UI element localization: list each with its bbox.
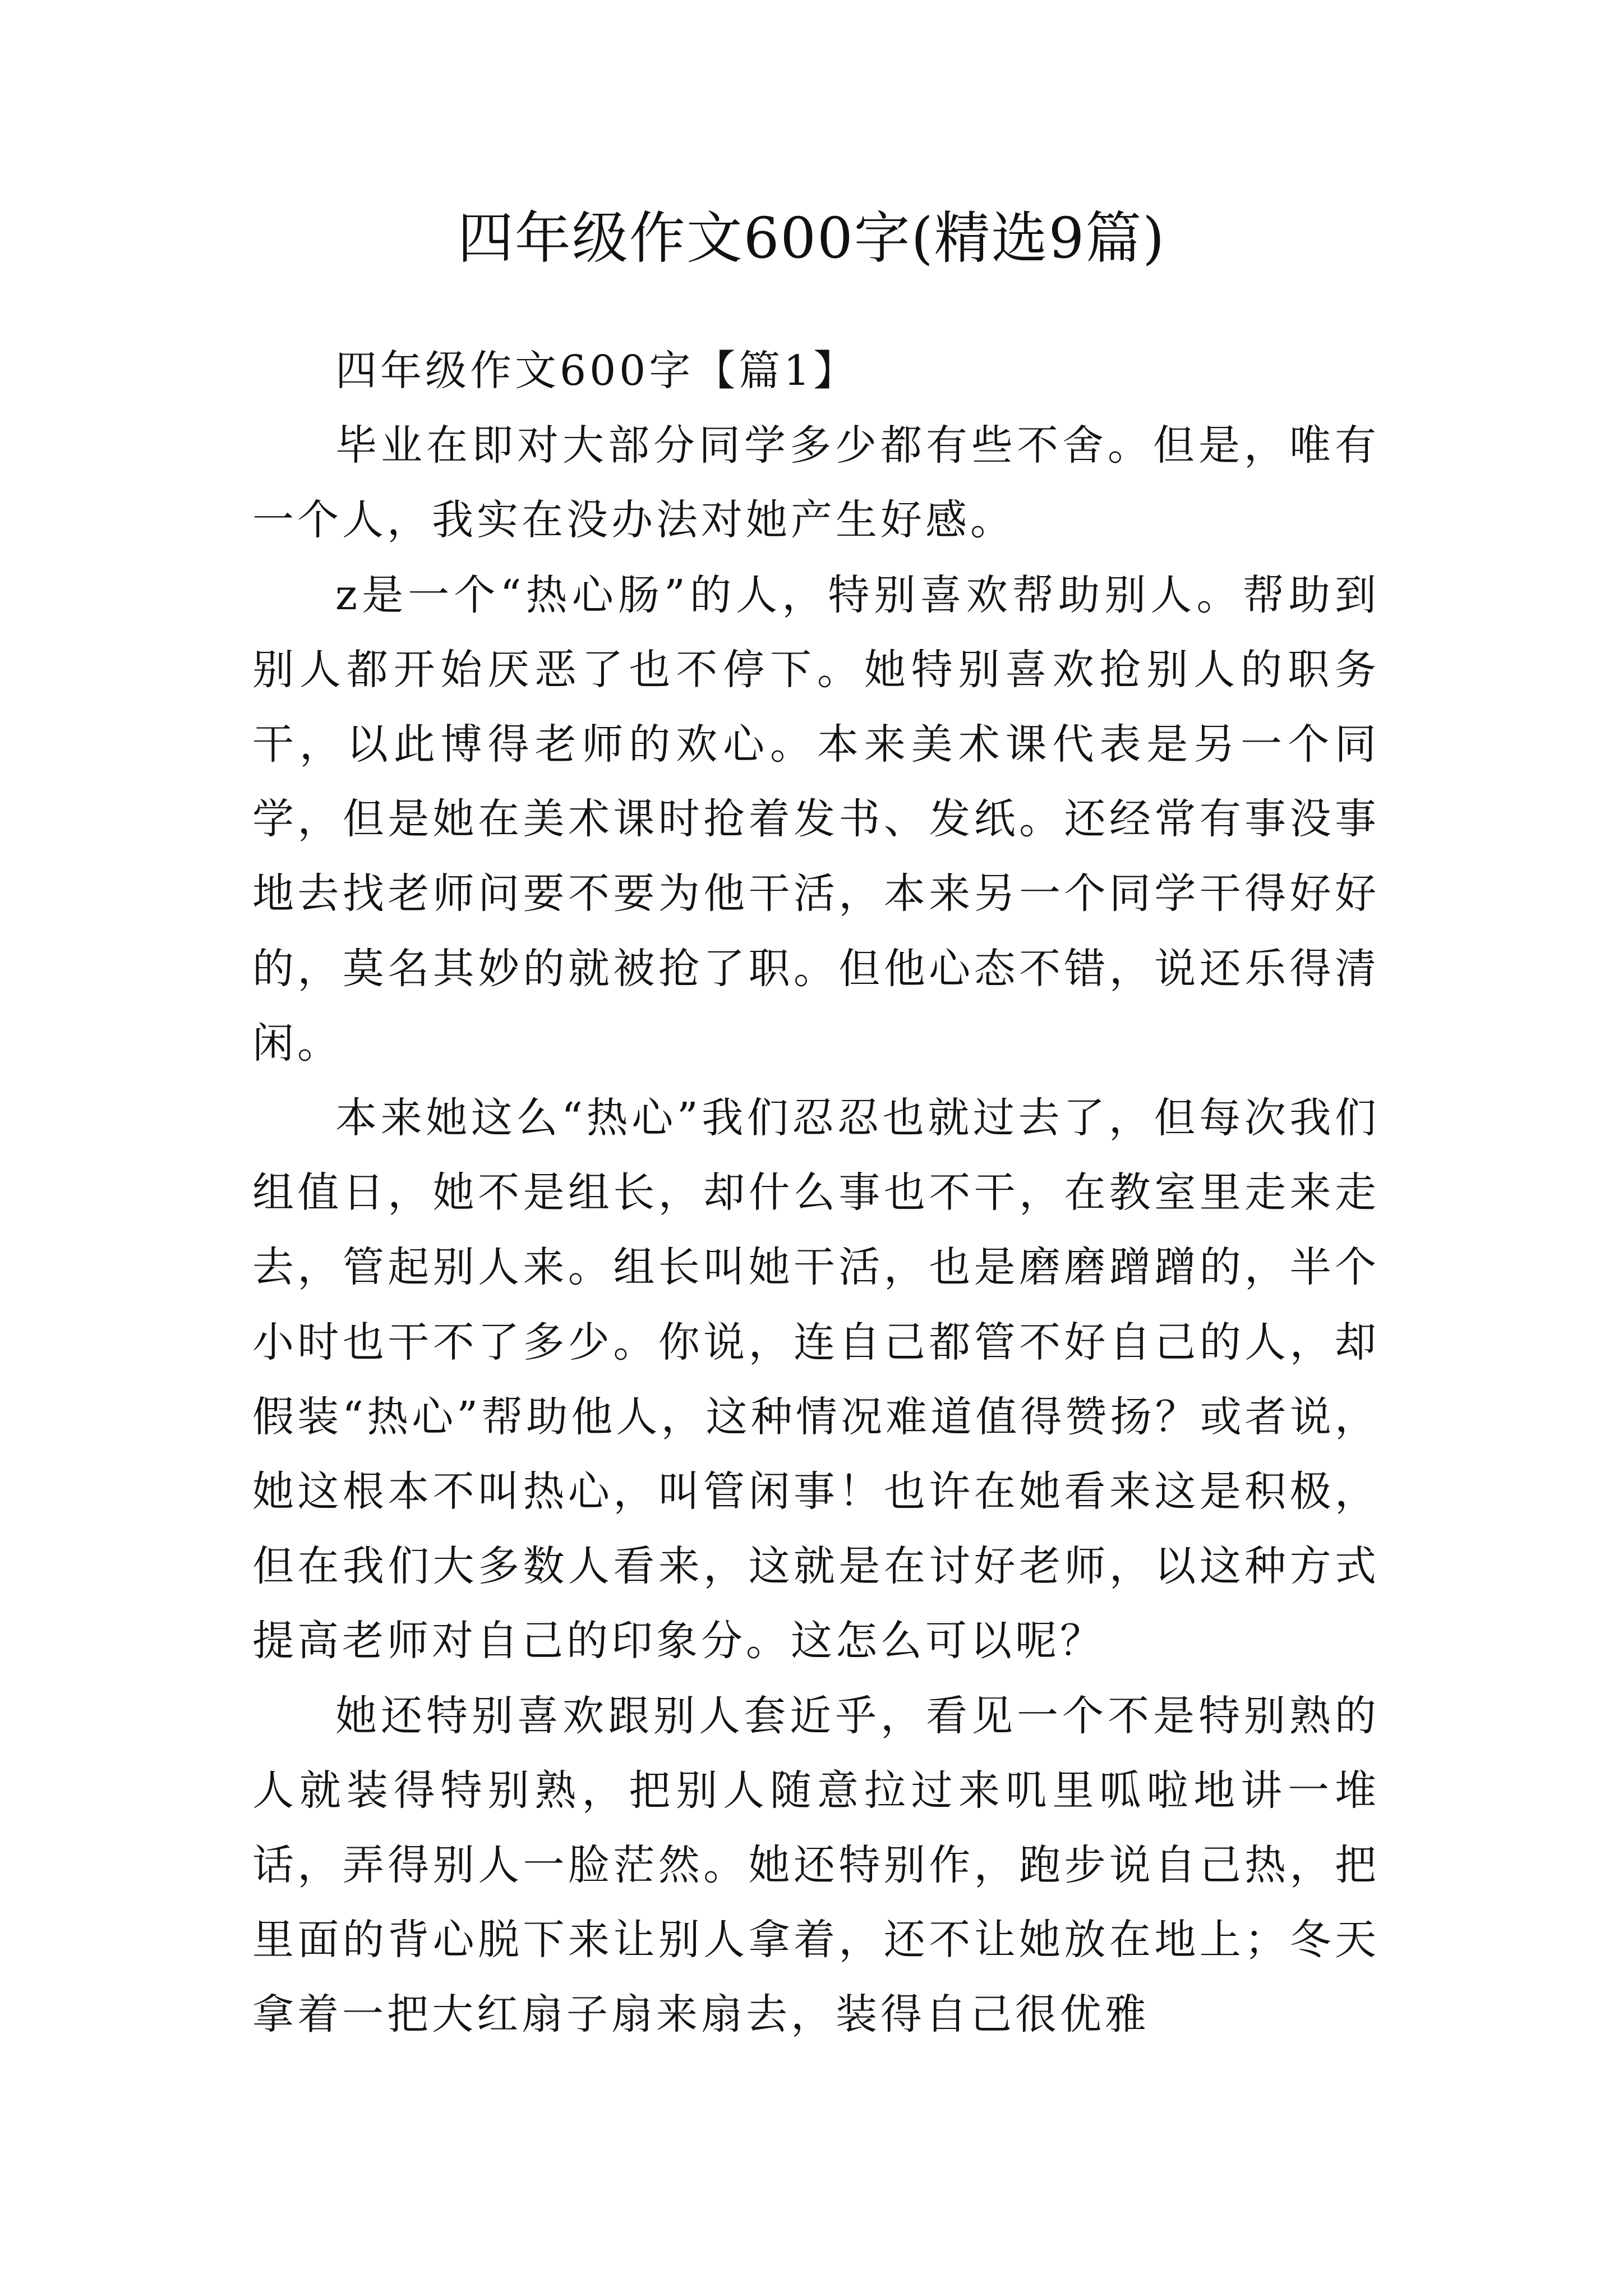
paragraph: 本来她这么“热心”我们忍忍也就过去了，但每次我们组值日，她不是组长，却什么事也不干，在教室里走来走去，管起别人来。组长叫她干活，也是磨磨蹭蹭的，半个小时也干不了多少。你说，连自己都管不好自己的人，却假装“热心”帮助他人，这种情况难道值得赞扬？或者说，她这根本不叫热心，叫管闲事！也许在她看来这是积极，但在我们大多数人看来，这就是在讨好老师，以这种方式提高老师对自己的印象分。这怎么可以呢？ [252, 1094, 1380, 1665]
paragraph: 她还特别喜欢跟别人套近乎，看见一个不是特别熟的人就装得特别熟，把别人随意拉过来叽里呱啦地讲一堆话，弄得别人一脸茫然。她还特别作，跑步说自己热，把里面的背心脱下来让别人拿着，还不让她放在地上；冬天拿着一把大红扇子扇来扇去，装得自己很优雅 [252, 1691, 1380, 2039]
document-body [252, 334, 1380, 2053]
section-heading: 四年级作文600字【篇1】 [335, 347, 859, 395]
paragraph: z是一个“热心肠”的人，特别喜欢帮助别人。帮助到别人都开始厌恶了也不停下。她特别喜欢抢别人的职务干，以此博得老师的欢心。本来美术课代表是另一个同学，但是她在美术课时抢着发书、发纸。还经常有事没事地去找老师问要不要为他干活，本来另一个同学干得好好的，莫名其妙的就被抢了职。但他心态不错，说还乐得清闲。 [252, 570, 1380, 1068]
document-title: 四年级作文600字(精选9篇) [457, 205, 1166, 271]
paragraph: 毕业在即对大部分同学多少都有些不舍。但是，唯有一个人，我实在没办法对她产生好感。 [252, 421, 1380, 545]
